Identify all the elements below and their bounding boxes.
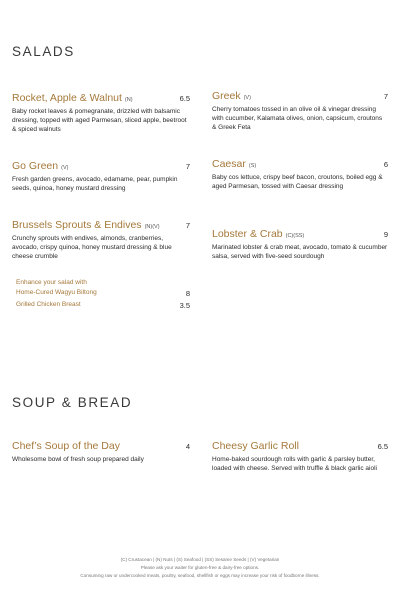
item-description: Baby rocket leaves & pomegranate, drizzled with balsamic dressing, topped with aged Parmesan, sliced apple, beetroot & spiced walnuts (12, 108, 187, 133)
item-description: Home-baked sourdough rolls with garlic & parsley butter, loaded with cheese. Served with truffle & black garlic aioli (212, 456, 377, 472)
item-name: Chef’s Soup of the Day (12, 440, 120, 452)
item-price: 6.5 (179, 94, 190, 103)
item-tags: (N) (124, 97, 133, 103)
menu-item-brussels-sprouts-endives (12, 219, 190, 261)
menu-item-go-green (12, 160, 190, 194)
item-name: Caesar (212, 158, 246, 170)
item-name: Greek (212, 90, 241, 102)
item-name: Brussels Sprouts & Endives (12, 219, 142, 231)
enhance-option-price: 3.5 (179, 301, 190, 311)
item-price: 6.5 (377, 442, 388, 451)
item-price: 7 (185, 221, 190, 230)
item-price: 9 (383, 230, 388, 239)
item-tags: (S) (248, 163, 257, 169)
menu-item-caesar (212, 158, 388, 192)
item-description: Crunchy sprouts with endives, almonds, cranberries, avocado, crispy quinoa, honey mustard dressing & blue cheese crumble (12, 235, 172, 260)
menu-footer (0, 556, 400, 579)
item-name: Cheesy Garlic Roll (212, 440, 299, 452)
health-warning: Consuming raw or undercooked meats, poultry, seafood, shellfish or eggs may increase your risk of foodborne illness. (80, 572, 320, 578)
item-description: Marinated lobster & crab meat, avocado, tomato & cucumber salsa, served with five-seed sourdough (212, 244, 388, 260)
item-description: Fresh garden greens, avocado, edamame, pear, pumpkin seeds, quinoa, honey mustard dressing (12, 176, 178, 192)
item-price: 7 (383, 92, 388, 101)
item-name: Go Green (12, 160, 59, 172)
enhance-title-text: Enhance your salad with (16, 279, 87, 286)
item-price: 4 (185, 442, 190, 451)
item-price: 7 (185, 162, 190, 171)
item-description: Wholesome bowl of fresh soup prepared daily (12, 456, 144, 463)
enhance-option-label: Home-Cured Wagyu Biltong (16, 289, 97, 297)
enhance-option (16, 300, 190, 312)
menu-item-greek (212, 90, 388, 132)
soup-bread-section-title: SOUP & BREAD (12, 395, 133, 410)
salads-section-title: SALADS (12, 44, 75, 59)
item-description: Baby cos lettuce, crispy beef bacon, croutons, boiled egg & aged Parmesan, tossed with Caesar dressing (212, 174, 383, 190)
item-tags: (V) (243, 95, 251, 101)
item-price: 6 (383, 160, 388, 169)
menu-item-chefs-soup (12, 440, 190, 465)
enhance-option (16, 288, 190, 300)
menu-item-rocket-apple-walnut (12, 92, 190, 134)
menu-item-cheesy-garlic-roll (212, 440, 388, 474)
allergen-legend: (C) Crustacean | (N) Nuts | (S) Seafood | (SS) Sesame Seeds | (V) Vegetarian (120, 557, 280, 562)
item-name: Lobster & Crab (212, 228, 283, 240)
enhance-option-price: 8 (185, 289, 190, 299)
item-tags: (N)(V) (144, 224, 160, 230)
item-name: Rocket, Apple & Walnut (12, 92, 122, 104)
enhance-salad-options (16, 278, 190, 312)
item-tags: (V) (61, 165, 69, 171)
item-description: Cherry tomatoes tossed in an olive oil & vinegar dressing with cucumber, Kalamata olives, onion, capsicum, croutons & Greek Feta (212, 106, 383, 131)
enhance-title (16, 278, 190, 288)
item-tags: (C)(SS) (285, 233, 305, 239)
dietary-note: Please ask your waiter for gluten-free & dairy-free options. (140, 564, 260, 570)
enhance-option-label: Grilled Chicken Breast (16, 301, 81, 309)
menu-item-lobster-crab (212, 228, 388, 262)
